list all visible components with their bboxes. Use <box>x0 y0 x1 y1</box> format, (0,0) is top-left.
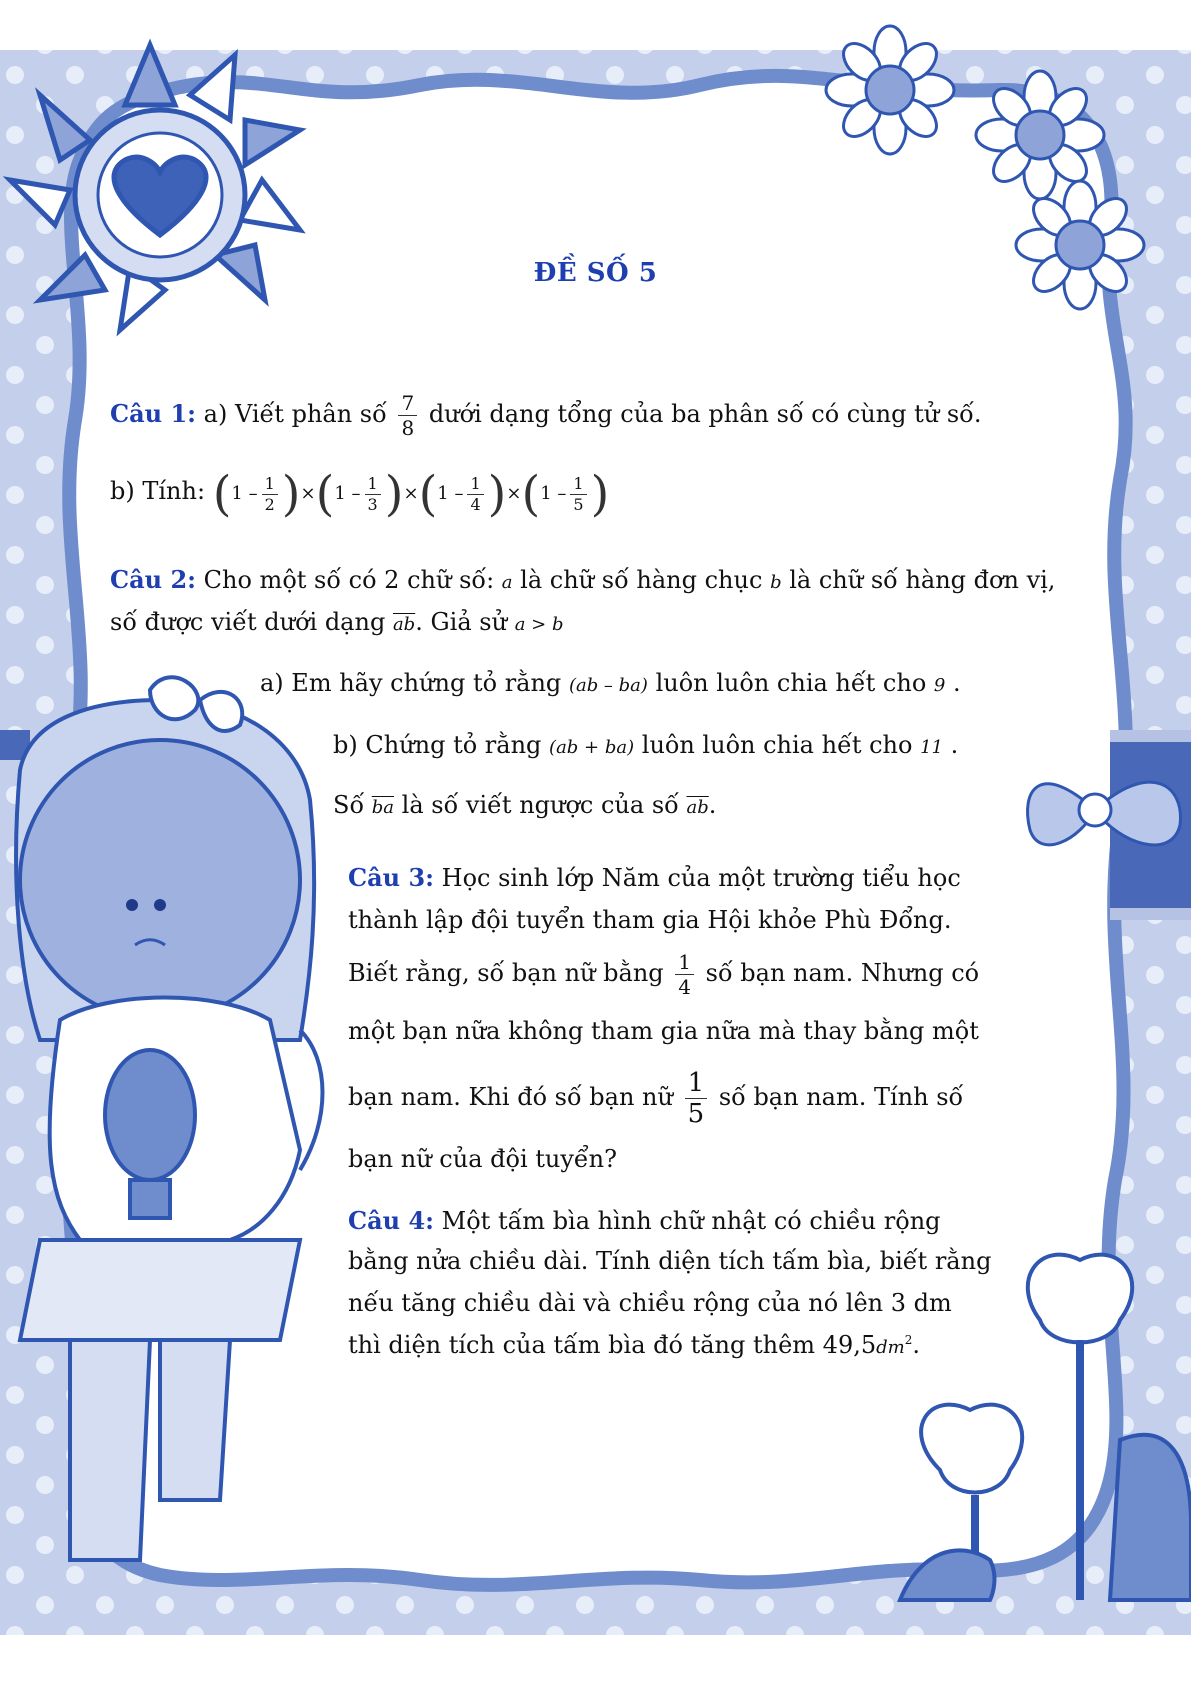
question-2-a-prefix: a) Em hãy chứng tỏ rằng <box>260 669 562 697</box>
question-3-line-1 <box>348 862 961 894</box>
fraction-denominator: 2 <box>264 494 275 514</box>
number-ab: $\overline{ab}$ <box>392 614 416 635</box>
times-sign: × <box>506 483 522 504</box>
question-4-text: bằng nửa chiều dài. Tính diện tích tấm bìa, biết rằng <box>348 1247 992 1275</box>
fraction <box>365 473 381 514</box>
fraction <box>467 473 483 514</box>
question-2-b-post: luôn luôn chia hết cho <box>641 731 913 759</box>
question-3-line-3 <box>348 952 979 997</box>
factor-group <box>521 466 610 522</box>
question-2-text: là chữ số hàng đơn vị, <box>789 566 1056 594</box>
fraction-denominator: 4 <box>470 494 481 514</box>
times-sign: × <box>300 483 316 504</box>
variable-b: b <box>770 572 782 593</box>
fraction-denominator: 5 <box>573 494 584 514</box>
question-1-part-a <box>110 393 982 438</box>
question-2-part-a <box>260 668 961 699</box>
expression-ab-minus-ba: (ab – ba) <box>568 675 648 696</box>
question-1-part-b <box>110 466 610 522</box>
question-2-text: . Giả sử <box>415 608 508 636</box>
question-2-text: Cho một số có 2 chữ số: <box>203 566 495 594</box>
variable-a: a <box>501 572 513 593</box>
fraction-denominator: 4 <box>678 975 692 999</box>
factor-one-minus: 1 – <box>231 483 258 504</box>
question-2-label: Câu 2: <box>110 565 197 594</box>
expression-ab-plus-ba: (ab + ba) <box>549 737 635 758</box>
factor-group <box>315 466 404 522</box>
question-3-text: bạn nam. Khi đó số bạn nữ <box>348 1083 673 1111</box>
question-3-text: Biết rằng, số bạn nữ bằng <box>348 959 664 987</box>
question-4-text: Một tấm bìa hình chữ nhật có chiều rộng <box>441 1207 941 1235</box>
fraction-denominator: 8 <box>401 416 415 440</box>
question-3-text: bạn nữ của đội tuyển? <box>348 1145 618 1173</box>
period: . <box>912 1331 920 1359</box>
fraction-denominator: 3 <box>367 494 378 514</box>
question-2-note <box>333 790 716 821</box>
question-2-b-prefix: b) Chứng tỏ rằng <box>333 731 542 759</box>
question-3-line-5 <box>348 1070 963 1127</box>
question-4-label: Câu 4: <box>348 1206 435 1235</box>
question-2-line-1 <box>110 564 1055 596</box>
fraction-numerator: 1 <box>570 476 586 495</box>
right-paren: ) <box>487 466 507 522</box>
divisor-9: 9 <box>933 675 946 696</box>
fraction-denominator: 5 <box>687 1099 705 1129</box>
question-1-b-prefix: b) Tính: <box>110 477 206 505</box>
divisor-11: 11 <box>920 737 944 758</box>
question-4-line-1 <box>348 1205 941 1237</box>
page-bottom-margin <box>0 1636 1191 1685</box>
question-2-a-post: luôn luôn chia hết cho <box>655 669 927 697</box>
question-2-text: là chữ số hàng chục <box>520 566 763 594</box>
right-paren: ) <box>590 466 610 522</box>
product-expression <box>212 466 610 522</box>
factor-one-minus: 1 – <box>437 483 464 504</box>
question-3-line-2 <box>348 905 952 936</box>
fraction-numerator: 1 <box>467 476 483 495</box>
left-paren: ( <box>212 466 232 522</box>
note-text: là số viết ngược của số <box>401 791 679 819</box>
question-1-label: Câu 1: <box>110 399 197 428</box>
question-4-line-4 <box>348 1330 920 1361</box>
question-3-text: số bạn nam. Tính số <box>718 1083 964 1111</box>
note-text: Số <box>333 791 365 819</box>
factor-one-minus: 1 – <box>540 483 567 504</box>
question-2-line-2 <box>110 607 563 638</box>
factor-group <box>418 466 507 522</box>
number-ab: $\overline{ab}$ <box>686 797 709 818</box>
question-2-text: số được viết dưới dạng <box>110 608 386 636</box>
times-sign: × <box>403 483 419 504</box>
left-paren: ( <box>315 466 335 522</box>
fraction-numerator: 1 <box>365 476 381 495</box>
right-paren: ) <box>384 466 404 522</box>
question-4-line-2 <box>348 1246 991 1277</box>
fraction <box>570 473 586 514</box>
page-title: ĐỀ SỐ 5 <box>533 258 658 288</box>
question-3-line-6 <box>348 1144 617 1175</box>
question-3-label: Câu 3: <box>348 863 435 892</box>
question-2-part-b <box>333 730 958 761</box>
fraction-numerator: 1 <box>685 1070 708 1099</box>
fraction-numerator: 1 <box>675 952 694 975</box>
question-3-text: thành lập đội tuyển tham gia Hội khỏe Phù Đổng. <box>348 906 952 934</box>
fraction-numerator: 7 <box>398 393 417 416</box>
question-1-a-prefix: a) Viết phân số <box>203 400 387 428</box>
fraction-numerator: 1 <box>262 476 278 495</box>
period: . <box>708 791 717 819</box>
fraction <box>262 473 278 514</box>
question-3-text: số bạn nam. Nhưng có <box>705 959 980 987</box>
question-3-text: một bạn nữa không tham gia nữa mà thay bằng một <box>348 1017 979 1045</box>
period: . <box>953 669 961 697</box>
question-4-line-3 <box>348 1288 952 1319</box>
question-4-text: nếu tăng chiều dài và chiều rộng của nó lên 3 dm <box>348 1289 952 1317</box>
number-ba: $\overline{ba}$ <box>371 797 395 818</box>
fraction-7-8 <box>398 393 417 438</box>
question-1-a-suffix: dưới dạng tổng của ba phân số có cùng tử số. <box>428 400 982 428</box>
factor-group <box>212 466 301 522</box>
unit-dm: dm <box>876 1337 905 1358</box>
left-paren: ( <box>521 466 541 522</box>
period: . <box>950 731 959 759</box>
unit-exponent: 2 <box>904 1333 913 1347</box>
condition-a-gt-b: a > b <box>514 614 564 635</box>
question-4-text: thì diện tích của tấm bìa đó tăng thêm 49,5 <box>348 1331 877 1359</box>
question-3-text: Học sinh lớp Năm của một trường tiểu học <box>441 864 961 892</box>
left-paren: ( <box>418 466 438 522</box>
right-paren: ) <box>281 466 301 522</box>
fraction-1-5 <box>685 1070 708 1127</box>
fraction-1-4 <box>675 952 694 997</box>
factor-one-minus: 1 – <box>334 483 361 504</box>
question-3-line-4 <box>348 1016 979 1047</box>
